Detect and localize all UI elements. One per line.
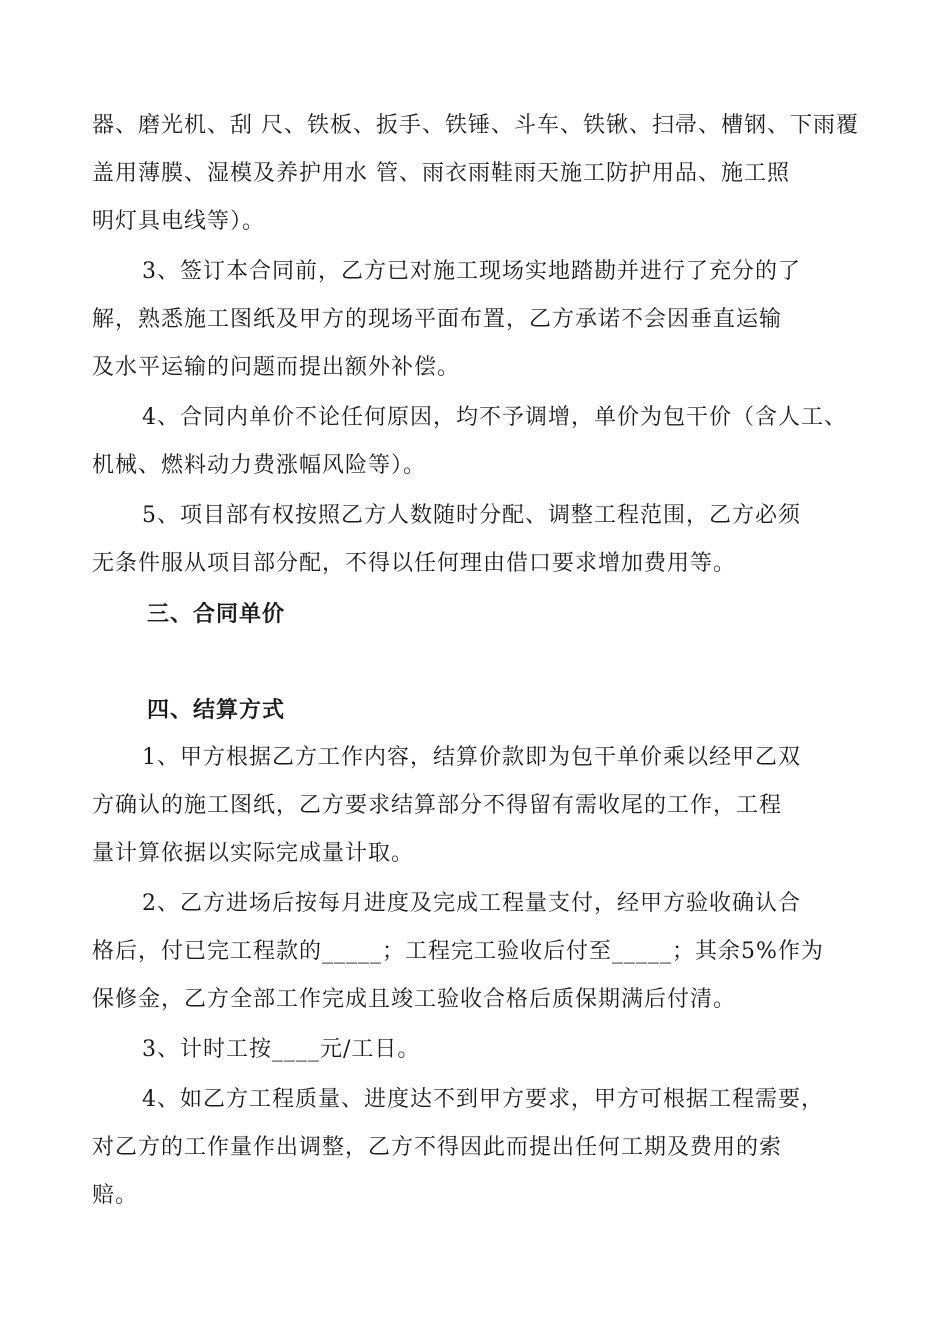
text-line: 机械、燃料动力费涨幅风险等）。 [92,453,427,478]
document-page [92,102,872,1220]
text-line: 格后，付已完工程款的_____；工程完工验收后付至_____；其余5%作为 [92,939,824,964]
section-title-settlement: 四、结算方式 [147,697,286,723]
text-line: 4、如乙方工程质量、进度达不到甲方要求，甲方可根据工程需要， [142,1087,824,1112]
text-line: 对乙方的工作量作出调整，乙方不得因此而提出任何工期及费用的索 [92,1135,783,1160]
text-line: 3、计时工按____元/工日。 [142,1037,421,1062]
text-line: 2、乙方进场后按每月进度及完成工程量支付，经甲方验收确认合 [142,891,801,916]
text-line: 量计算依据以实际完成量计取。 [92,841,415,866]
clause-3 [92,248,872,392]
text-line: 1、甲方根据乙方工作内容，结算价款即为包干单价乘以经甲乙双 [142,745,801,770]
text-line: 及水平运输的问题而提出额外补偿。 [92,355,461,380]
text-line: 盖用薄膜、湿模及养护用水 管、雨衣雨鞋雨天施工防护用品、施工照 [92,161,790,186]
settlement-4 [92,1076,872,1220]
text-line: 解，熟悉施工图纸及甲方的现场平面布置，乙方承诺不会因垂直运输 [92,307,783,332]
settlement-1 [92,734,872,878]
text-line: 5、项目部有权按照乙方人数随时分配、调整工程范围，乙方必须 [142,503,801,528]
text-line: 器、磨光机、刮 尺、铁板、扳手、铁锤、斗车、铁锹、扫帚、槽钢、下雨覆 [92,113,859,138]
text-line: 保修金，乙方全部工作完成且竣工验收合格后质保期满后付清。 [92,987,737,1012]
clause-5 [92,492,872,588]
text-line: 方确认的施工图纸，乙方要求结算部分不得留有需收尾的工作，工程 [92,793,783,818]
text-line: 无条件服从项目部分配，不得以任何理由借口要求增加费用等。 [92,551,737,576]
tools-paragraph [92,102,872,246]
settlement-2 [92,880,872,1024]
clause-4 [92,394,872,490]
text-line: 4、合同内单价不论任何原因，均不予调增，单价为包干价（含人工、 [142,405,847,430]
settlement-3 [92,1026,872,1074]
text-line: 明灯具电线等）。 [92,209,266,234]
section-title-contract-price: 三、合同单价 [147,601,286,627]
text-line: 3、签订本合同前，乙方已对施工现场实地踏勘并进行了充分的了 [142,259,801,284]
text-line: 赔。 [92,1183,139,1208]
